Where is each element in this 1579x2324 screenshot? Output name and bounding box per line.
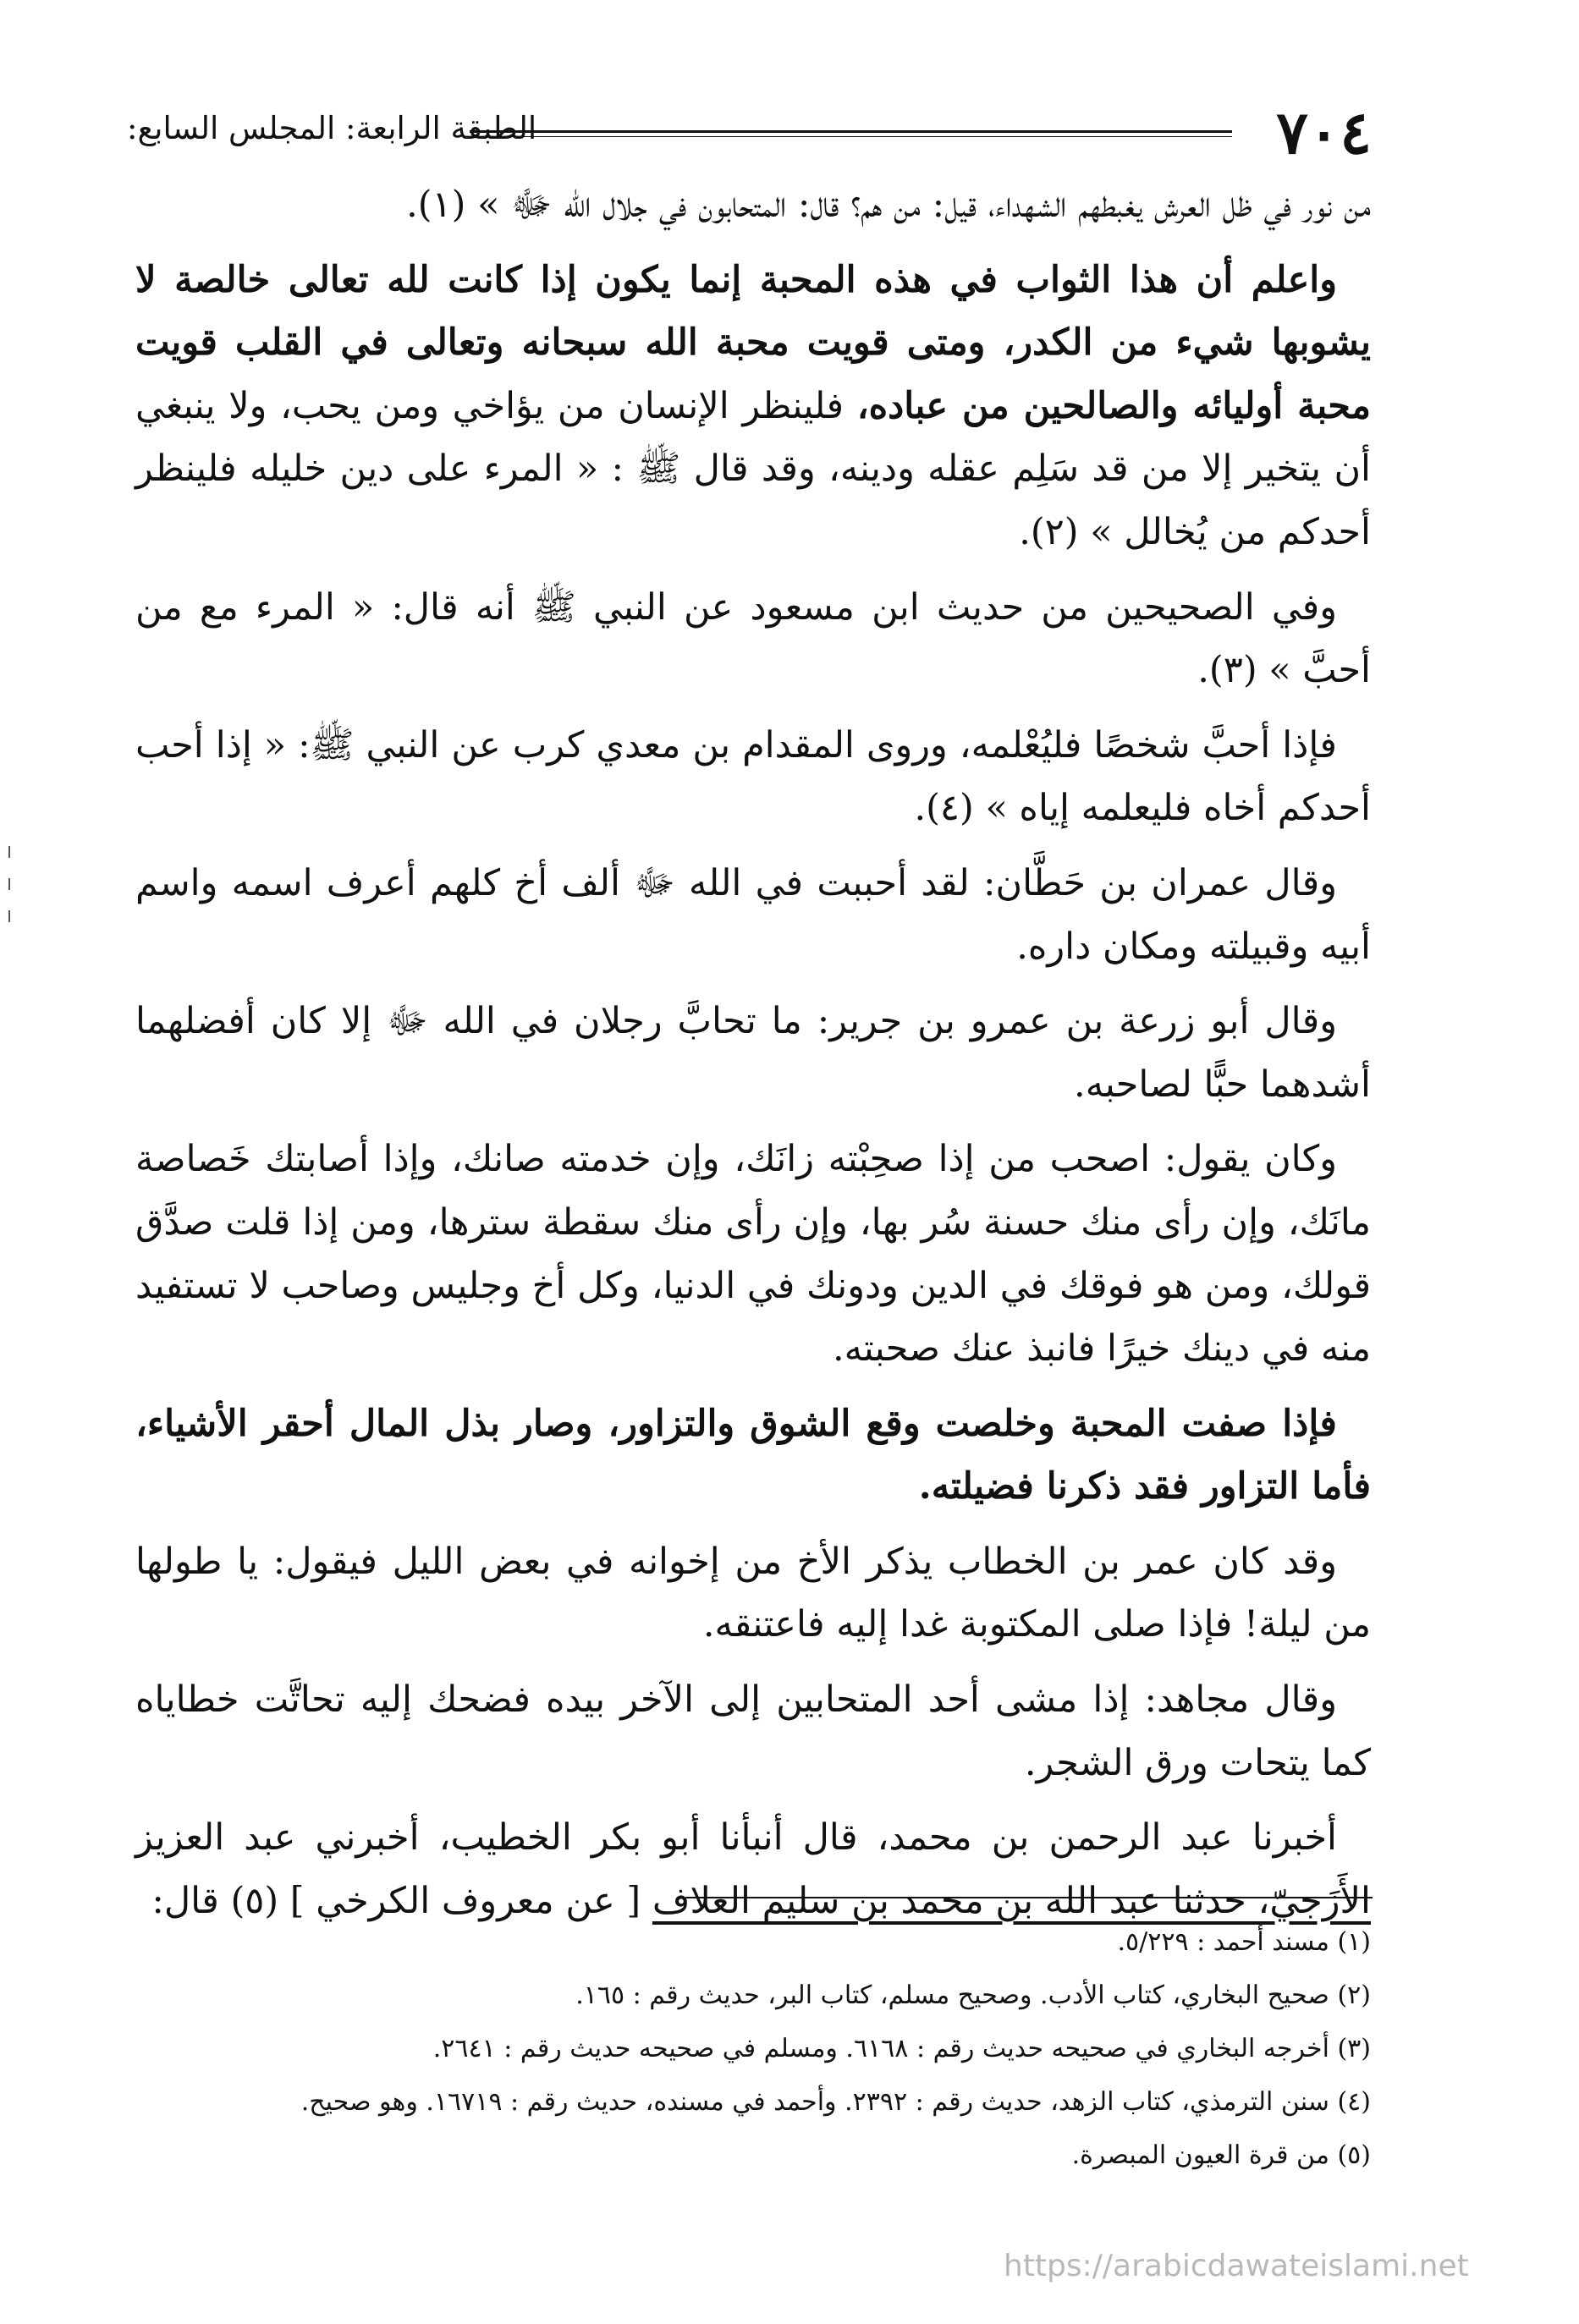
running-title: الطبقة الرابعة: المجلس السابع: bbox=[127, 110, 537, 146]
paragraph: وقال مجاهد: إذا مشى أحد المتحابين إلى الآخر بيده فضحك إليه تحاتَّت خطاياه كما يتحات ورق الشجر. bbox=[135, 1678, 1371, 1784]
header-rule bbox=[470, 130, 1232, 137]
paragraph-text: فلينظر الإنسان من يؤاخي ومن يحب، ولا ينبغي أن يتخير إلا من قد سَلِم عقله ودينه، وقد قال ﷺ : « المرء على دين خليله فلينظر أحدكم من يُخالل » (٢). bbox=[135, 384, 1371, 553]
footnotes bbox=[135, 1915, 1371, 2182]
page-number: ٧٠٤ bbox=[1276, 97, 1372, 168]
watermark-url: https://arabicdawateislami.net bbox=[1004, 2249, 1469, 2283]
footnote: (١) مسند أحمد : ٥/٢٢٩. bbox=[1117, 1927, 1371, 1957]
paragraph: وفي الصحيحين من حديث ابن مسعود عن النبي ﷺ أنه قال: « المرء مع من أحبَّ » (٣). bbox=[135, 585, 1371, 692]
paragraph: وقال أبو زرعة بن عمرو بن جرير: ما تحابَّ رجلان في الله ﷻ إلا كان أفضلهما أشدهما حبًّا لصاحبه. bbox=[135, 1000, 1371, 1106]
paragraph: وقال عمران بن حَطَّان: لقد أحببت في الله ﷻ ألف أخ كلهم أعرف اسمه واسم أبيه وقبيلته ومكان داره. bbox=[135, 861, 1371, 968]
paragraph: وكان يقول: اصحب من إذا صحِبْته زانَك، وإن خدمته صانك، وإذا أصابتك خَصاصة مانَك، وإن رأى منك حسنة سُر بها، وإن رأى منك سقطة سترها، ومن إذا قلت صدَّق قولك، ومن هو فوقك في الدين ودونك في الدنيا، وكل أخ وجليس وصاحب لا تستفيد منه في دينك خيرًا فانبذ عنك صحبته. bbox=[135, 1138, 1371, 1371]
paragraph-bold: فإذا صفت المحبة وخلصت وقع الشوق والتزاور، وصار بذل المال أحقر الأشياء، فأما التزاور فقد ذكرنا فضيلته. bbox=[135, 1402, 1371, 1508]
footnote: (٢) صحيح البخاري، كتاب الأدب. وصحيح مسلم، كتاب البر، حديث رقم : ١٦٥. bbox=[575, 1981, 1371, 2010]
main-text bbox=[135, 173, 1371, 1944]
margin-marks bbox=[8, 846, 14, 948]
margin-tick bbox=[8, 846, 10, 858]
paragraph: وقد كان عمر بن الخطاب يذكر الأخ من إخوانه في بعض الليل فيقول: يا طولها من ليلة! فإذا صلى المكتوبة غدا إليه فاعتنقه. bbox=[135, 1540, 1371, 1646]
bold-text: واعلم أن هذا الثواب في هذه المحبة إنما يكون إذا كانت لله تعالى خالصة لا يشوبها شيء من الكدر، ومتى قويت محبة الله سبحانه وتعالى في القلب قويت محبة أوليائه والصالحين من عباده، bbox=[135, 258, 1371, 427]
page-header bbox=[127, 97, 1372, 168]
underlined-text: الأَزَجيّ، حدثنا عبد الله بن محمد بن سليم العلاف bbox=[652, 1879, 1371, 1922]
paragraph-text: [ عن معروف الكرخي ] (٥) قال: bbox=[151, 1879, 652, 1922]
paragraph: من نور في ظل العرش يغبطهم الشهداء، قيل: من هم؟ قال: المتحابون في جلال الله ﷻ » (١). bbox=[406, 184, 1371, 226]
paragraph bbox=[135, 1806, 1371, 1932]
footnote: (٥) من قرة العيون المبصرة. bbox=[1071, 2140, 1371, 2170]
margin-tick bbox=[8, 910, 10, 922]
footnote: (٤) سنن الترمذي، كتاب الزهد، حديث رقم : ٢٣٩٢. وأحمد في مسنده، حديث رقم : ١٦٧١٩. وهو صحيح. bbox=[300, 2087, 1371, 2117]
paragraph: فإذا أحبَّ شخصًا فليُعْلمه، وروى المقدام بن معدي كرب عن النبي ﷺ: « إذا أحب أحدكم أخاه فليعلمه إياه » (٤). bbox=[135, 723, 1371, 830]
paragraph bbox=[135, 249, 1371, 564]
footnote-divider bbox=[685, 1897, 1373, 1898]
margin-tick bbox=[8, 878, 10, 890]
paragraph-text: أخبرنا عبد الرحمن بن محمد، قال أنبأنا أبو بكر الخطيب، أخبرني عبد العزيز bbox=[135, 1816, 1337, 1860]
footnote: (٣) أخرجه البخاري في صحيحه حديث رقم : ٦١٦٨. ومسلم في صحيحه حديث رقم : ٢٦٤١. bbox=[432, 2034, 1371, 2063]
